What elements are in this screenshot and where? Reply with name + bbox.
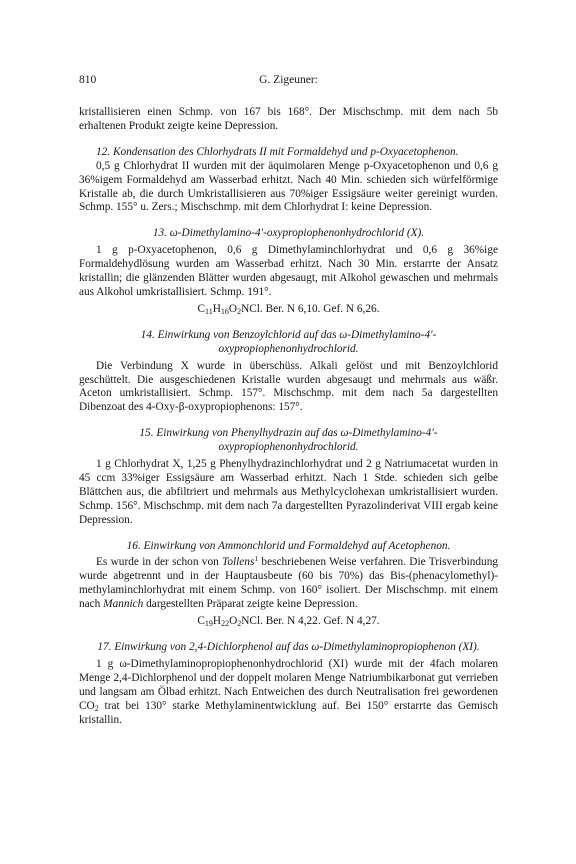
footnote-mark: 1 <box>254 554 259 564</box>
section-13-body: 1 g p-Oxyacetophenon, 0,6 g Dimethylaminchlorhydrat und 0,6 g 36%ige Formaldehydlösung wurden am Wasserbad erhitzt. Nach 30 Min. erstarrte der Ansatz kristallin; die glänzenden Blätter wurden abgesaugt, mit Alkohol gewaschen und mehrmals aus Alkohol umkristallisiert. Schmp. 191°. <box>79 244 498 298</box>
section-14-body: Die Verbindung X wurde in überschüss. Alkali gelöst und mit Benzoylchlorid geschüttelt. Die ausgeschiedenen Kristalle wurden abgesaugt und mehrmals aus wäßr. Aceton umkristallisiert. Schmp. 157°. Mischschmp. mit dem nach 5a dargestellten Dibenzoat des 4-Oxy-β-oxypropiophenons: 157°. <box>79 359 498 414</box>
author-mannich: Mannich <box>103 598 144 611</box>
section-12-heading-text: 12. Kondensation des Chlorhydrats II mit Formaldehyd und p-Oxyacetophenon. <box>96 145 459 158</box>
section-15-body: 1 g Chlorhydrat X, 1,25 g Phenylhydrazinchlorhydrat und 2 g Natriumacetat wurden in 45 ccm 33%iger Essigsäure am Wasserbad erhitzt. Nach 1 Stde. schieden sich gelbe Blättchen aus, die abfiltriert und mehrmals aus Methylcyclohexan umkristallisiert wurden. Schmp. 156°. Mischschmp. mit dem nach 7a dargestellten Pyrazolinderivat VIII ergab keine Depression. <box>79 458 498 526</box>
formula-c: C <box>197 615 205 628</box>
formula-h: H <box>212 302 221 315</box>
co2-subscript: 2 <box>94 703 99 713</box>
author-tollens: Tollens <box>222 556 255 569</box>
formula-h: H <box>212 615 222 628</box>
formula-h-count: 22 <box>221 619 230 629</box>
formula-o-count: 2 <box>237 619 242 629</box>
formula-h-count: 16 <box>220 306 229 316</box>
section-17-heading: 17. Einwirkung von 2,4-Dichlorphenol auf das ω-Dimethylaminopropiophenon (XI). <box>97 641 480 653</box>
section-16-heading: 16. Einwirkung von Ammonchlorid und Formaldehyd auf Acetophenon. <box>126 539 451 552</box>
intro-paragraph: kristallisieren einen Schmp. von 167 bis 168°. Der Mischschmp. mit dem nach 5b erhaltenen Produkt zeigte keine Depression. <box>79 106 498 132</box>
section-13-heading: 13. ω-Dimethylamino-4′-oxypropiophenonhydrochlorid (X). <box>152 227 425 240</box>
running-title: G. Zigeuner: <box>259 74 318 86</box>
formula-o: O <box>229 615 238 628</box>
formula-o-count: 2 <box>237 306 242 316</box>
page-header <box>79 74 498 88</box>
formula-analysis: NCl. Ber. N 6,10. Gef. N 6,26. <box>241 302 380 315</box>
section-14-heading: 14. Einwirkung von Benzoylchlorid auf das ω-Dimethylamino-4′-oxypropiophenonhydrochlorid. <box>140 328 437 355</box>
section-16-body-part-3: dargestellten Präparat zeigte keine Depression. <box>143 598 358 611</box>
formula-c-count: 11 <box>205 306 213 316</box>
page-number: 810 <box>79 74 97 86</box>
section-16-body <box>79 556 498 612</box>
formula-c-count: 19 <box>204 619 213 629</box>
formula-c: C <box>197 302 206 315</box>
section-16-body-part-2: beschriebenen Weise verfahren. Die Trisverbindung wurde abgetrennt und in der Hauptausbeute (60 bis 70%) das Bis-(phenacylomethyl)-methylaminchlorhydrat mit einem Schmp. von 160° isoliert. Der Mischschmp. mit einem nach <box>79 556 498 611</box>
section-16-body-part-1: Es wurde in der schon von <box>96 556 223 569</box>
section-12-heading <box>79 146 498 160</box>
section-17-body <box>79 658 498 728</box>
formula-o: O <box>228 302 238 315</box>
formula-analysis: NCl. Ber. N 4,22. Gef. N 4,27. <box>241 615 380 628</box>
section-17-body-part-2: trat bei 130° starke Methylaminentwicklung auf. Bei 150° erstarrte das Gemisch kristallin. <box>79 699 498 726</box>
section-15-heading: 15. Einwirkung von Phenylhydrazin auf das ω-Dimethylamino-4′-oxypropiophenonhydrochlorid. <box>139 427 438 454</box>
section-13-formula <box>79 303 498 317</box>
section-16-formula <box>79 615 498 629</box>
section-12-body: 0,5 g Chlorhydrat II wurden mit der äquimolaren Menge p-Oxyacetophenon und 0,6 g 36%igem Formaldehyd am Wasserbad erhitzt. Nach 40 Min. schieden sich würfelförmige Kristalle ab, die durch Umkristallisieren aus 70%iger Essigsäure weiter gereinigt wurden. Schmp. 155° u. Zers.; Mischschmp. mit dem Chlorhydrat I: keine Depression. <box>79 159 498 214</box>
section-17-body-part-1: 1 g ω-Dimethylaminopropiophenonhydrochlorid (XI) wurde mit der 4fach molaren Menge 2,4-Dichlorphenol und der doppelt molaren Menge Natriumbikarbonat gut verrieben und langsam am Ölbad erhitzt. Nach Entweichen des durch Neutralisation frei gewordenen CO <box>79 657 498 712</box>
